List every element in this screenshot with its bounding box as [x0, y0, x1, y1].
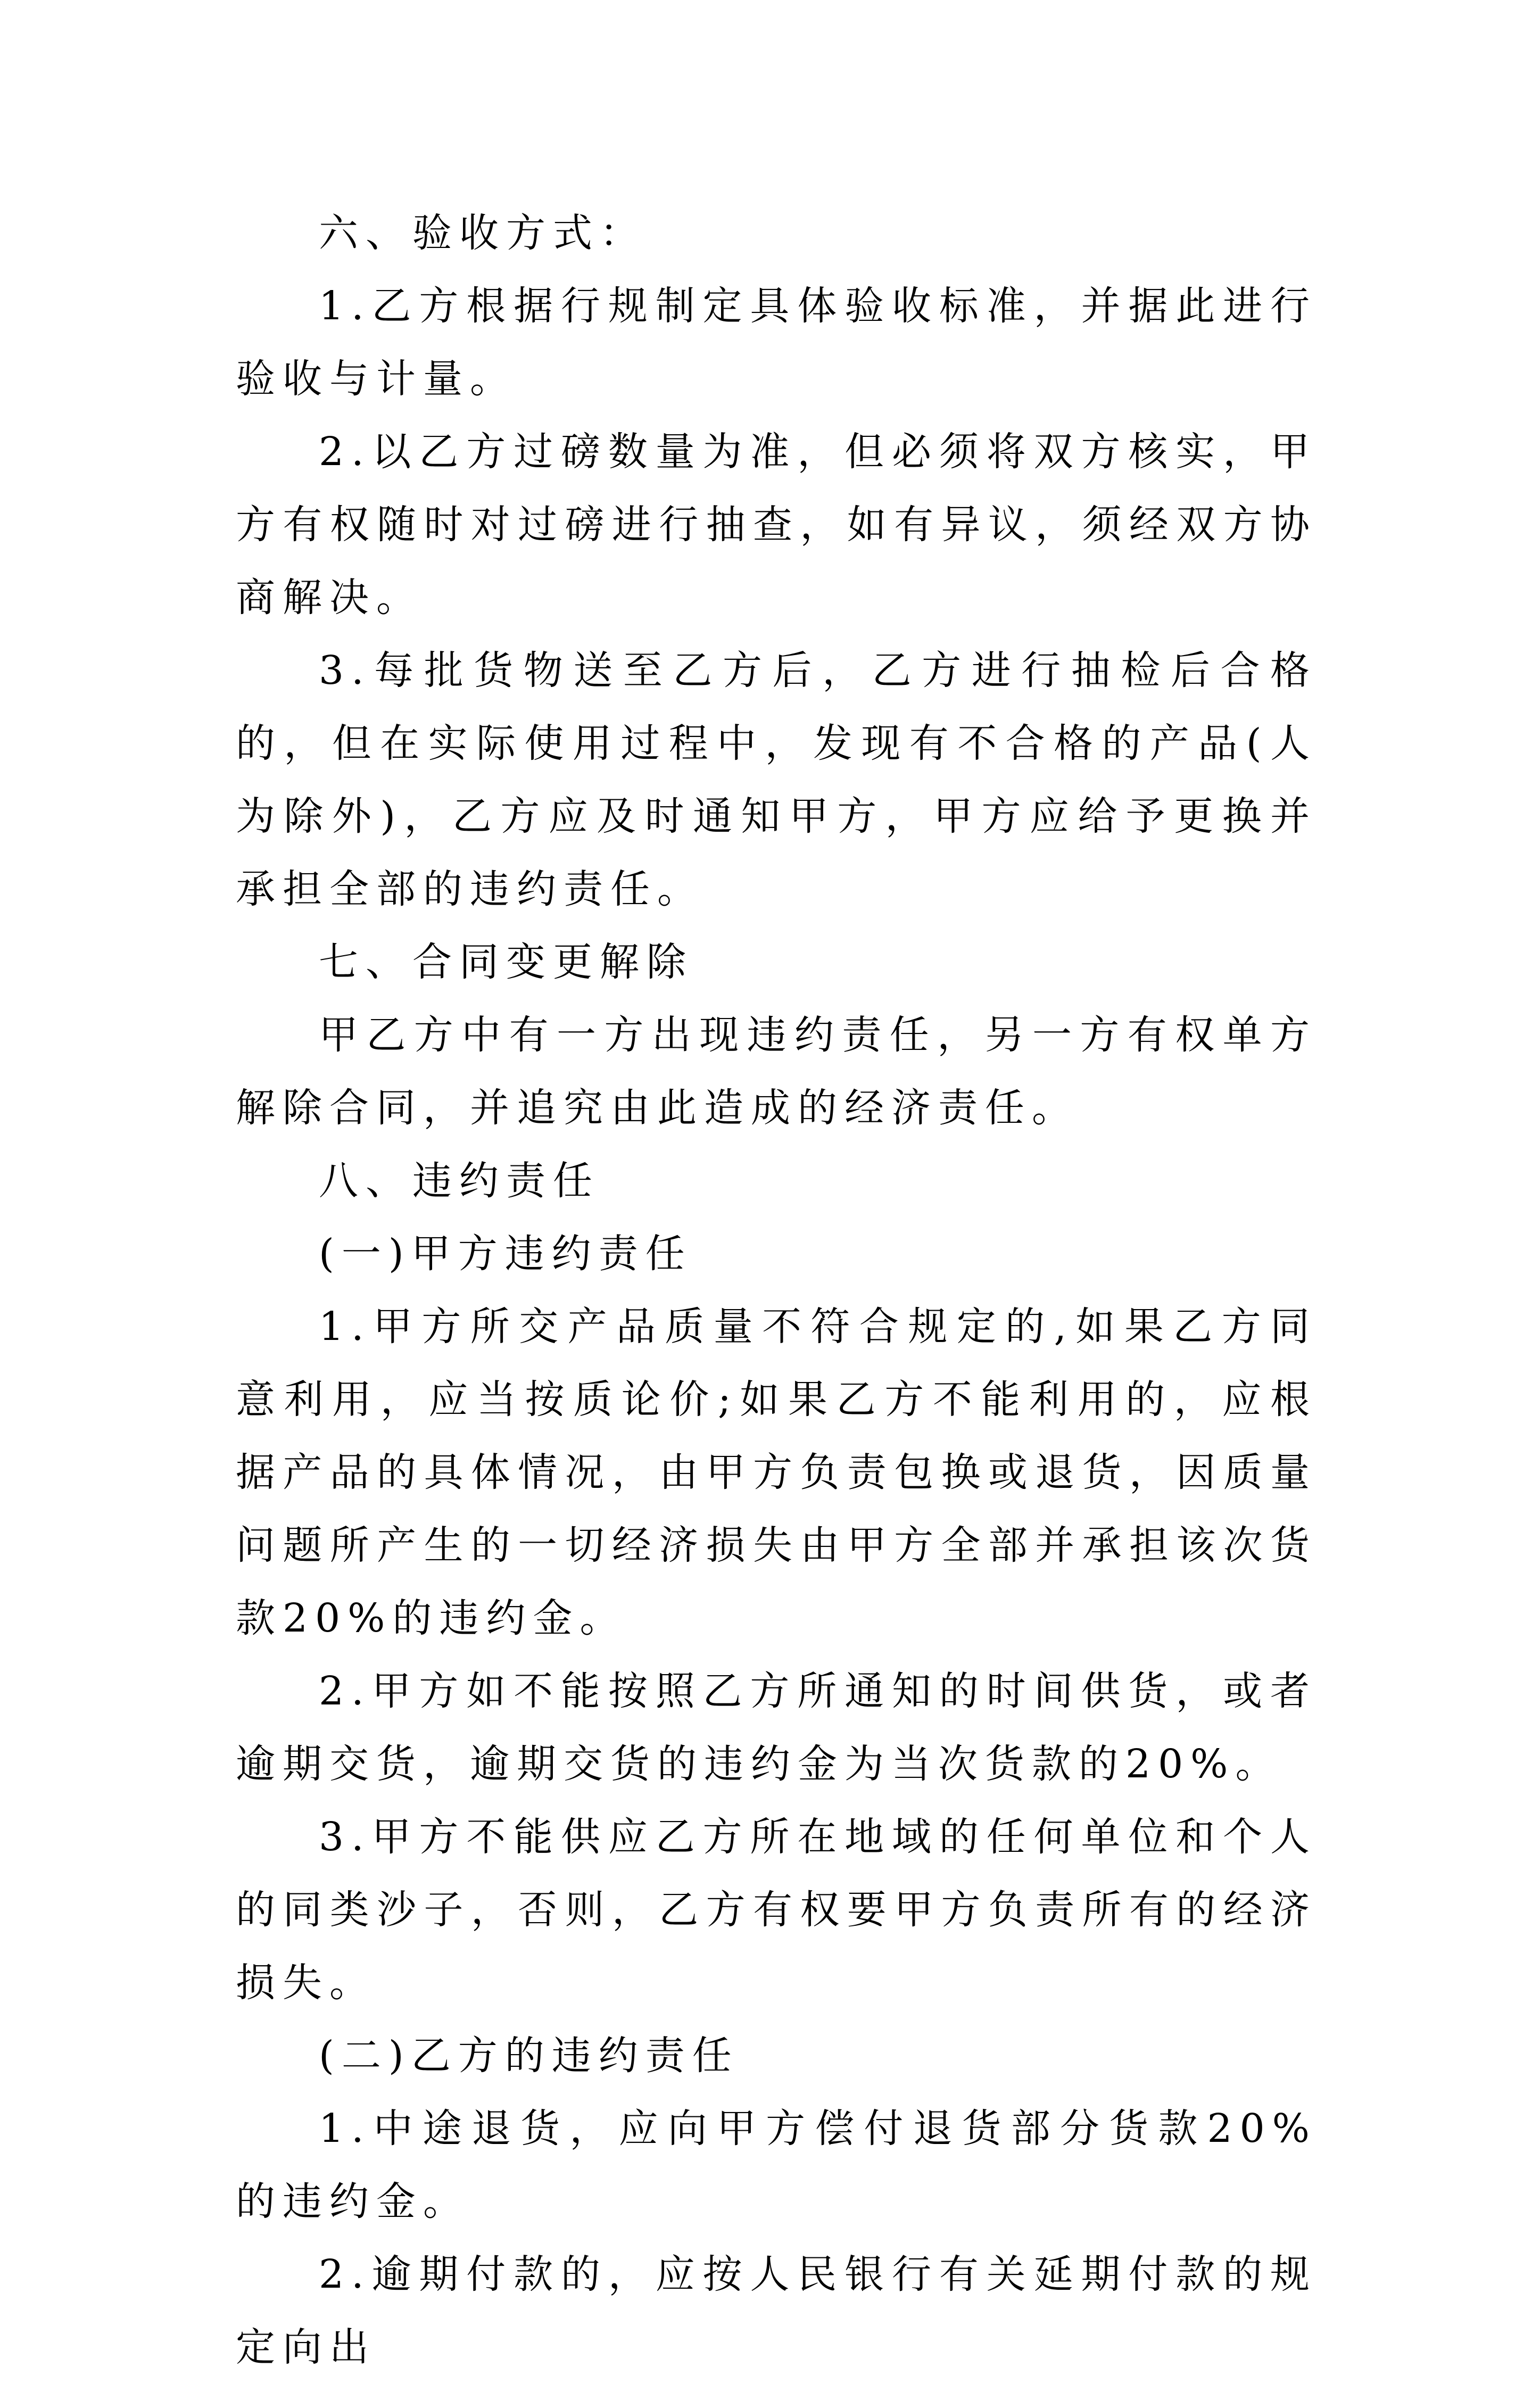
subheading-party-b-liability: (二)乙方的违约责任: [319, 2033, 739, 2079]
section-heading-liability: 八、违约责任: [319, 1158, 600, 1204]
section-heading-acceptance: 六、验收方式：: [319, 210, 647, 256]
paragraph-party-a-1: 1.甲方所交产品质量不符合规定的,如果乙方同意利用，应当按质论价;如果乙方不能利用的，应根据产品的具体情况，由甲方负责包换或退货，因质量问题所产生的一切经济损失由甲方全部并承担该次货款20%的违约金。: [236, 1304, 1317, 1641]
paragraph-party-b-2: 2.逾期付款的，应按人民银行有关延期付款的规定向出: [236, 2251, 1317, 2370]
paragraph-acceptance-1: 1.乙方根据行规制定具体验收标准，并据此进行验收与计量。: [236, 283, 1317, 402]
document-body: [236, 197, 1317, 2384]
paragraph-party-a-2: 2.甲方如不能按照乙方所通知的时间供货，或者逾期交货，逾期交货的违约金为当次货款的20%。: [236, 1668, 1317, 1787]
paragraph-party-b-1: 1.中途退货，应向甲方偿付退货部分货款20%的违约金。: [236, 2106, 1317, 2224]
section-heading-contract-change: 七、合同变更解除: [319, 939, 693, 985]
paragraph-party-a-3: 3.甲方不能供应乙方所在地域的任何单位和个人的同类沙子，否则，乙方有权要甲方负责所有的经济损失。: [236, 1814, 1317, 2006]
paragraph-acceptance-3: 3.每批货物送至乙方后，乙方进行抽检后合格的，但在实际使用过程中，发现有不合格的产品(人为除外)，乙方应及时通知甲方，甲方应给予更换并承担全部的违约责任。: [236, 648, 1317, 912]
paragraph-acceptance-2: 2.以乙方过磅数量为准，但必须将双方核实，甲方有权随时对过磅进行抽查，如有异议，须经双方协商解决。: [236, 429, 1317, 620]
subheading-party-a-liability: (一)甲方违约责任: [319, 1231, 692, 1277]
paragraph-contract-change: 甲乙方中有一方出现违约责任，另一方有权单方解除合同，并追究由此造成的经济责任。: [236, 1012, 1317, 1131]
